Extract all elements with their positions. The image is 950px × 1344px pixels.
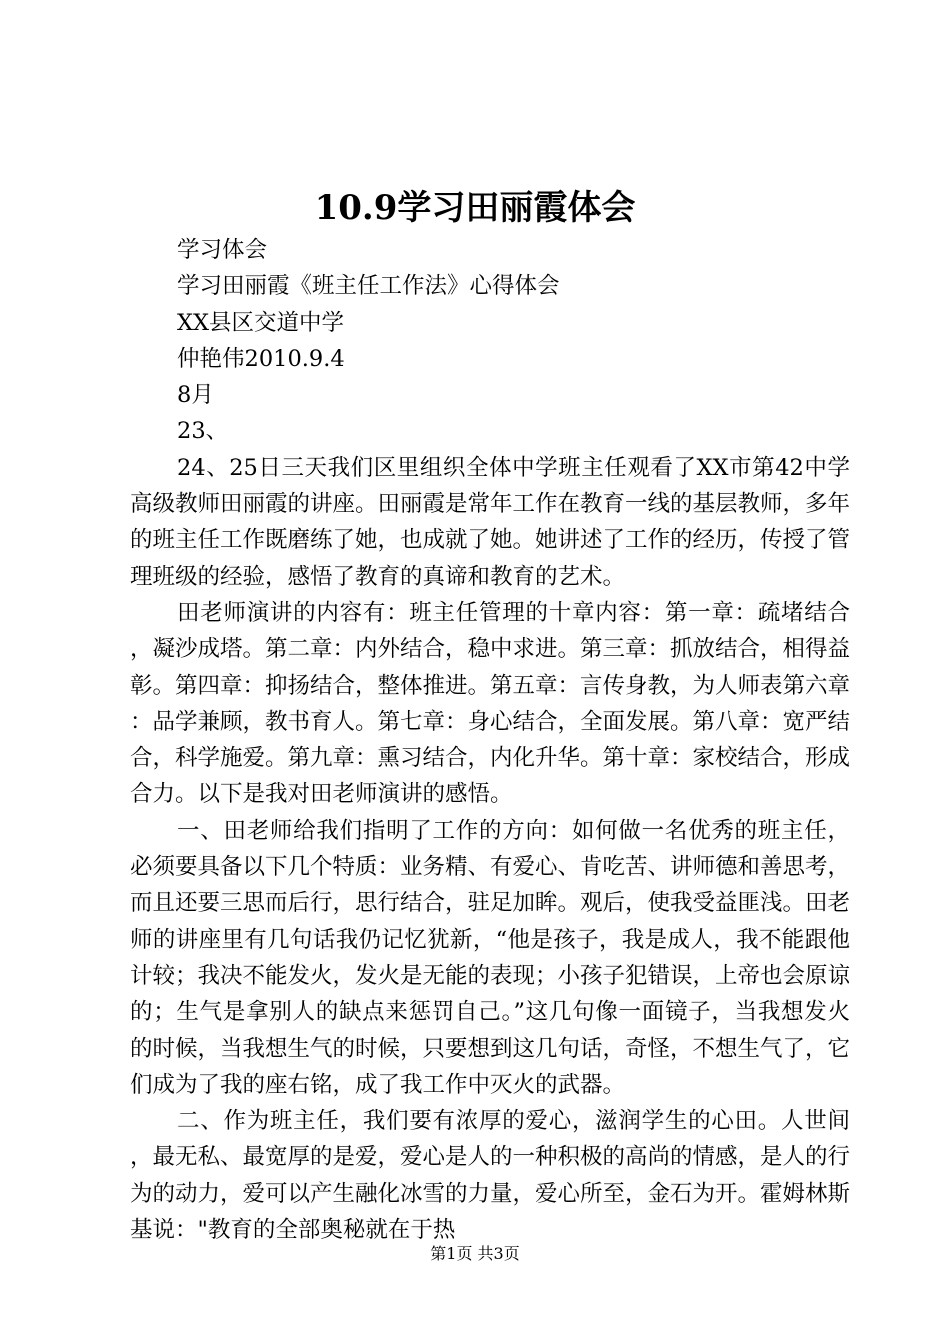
header-line: 学习体会: [177, 237, 268, 263]
header-line: 8月: [177, 382, 214, 409]
body-paragraph: 二、作为班主任，我们要有浓厚的爱心，滋润学生的心田。人世间，最无私、最宽厚的是爱，爱心是人的一种积极的高尚的情感，是人的行为的动力，爱可以产生融化冰雪的力量，爱心所至，金石为开。霍姆林斯基说："教育的全部奥秘就在于热: [130, 1108, 851, 1244]
body-paragraph: 田老师演讲的内容有：班主任管理的十章内容：第一章：疏堵结合，凝沙成塔。第二章：内外结合，稳中求进。第三章：抓放结合，相得益彰。第四章：抑扬结合，整体推进。第五章：言传身教，为人师表第六章：品学兼顾，教书育人。第七章：身心结合，全面发展。第八章：宽严结合，科学施爱。第九章：熏习结合，内化升华。第十章：家校结合，形成合力。以下是我对田老师演讲的感悟。: [130, 599, 851, 808]
header-line: 学习田丽霞《班主任工作法》心得体会: [177, 273, 560, 300]
header-line: 23、: [177, 418, 229, 445]
header-line: XX县区交道中学: [177, 309, 345, 336]
document-body: [130, 232, 850, 1248]
document-title: 10.9学习田丽霞体会: [314, 188, 636, 228]
body-paragraph: 一、田老师给我们指明了工作的方向：如何做一名优秀的班主任，必须要具备以下几个特质：业务精、有爱心、肯吃苦、讲师德和善思考，而且还要三思而后行，思行结合，驻足加眸。观后，使我受益匪浅。田老师的讲座里有几句话我仍记忆犹新，“他是孩子，我是成人，我不能跟他计较；我决不能发火，发火是无能的表现；小孩子犯错误，上帝也会原谅的；生气是拿别人的缺点来惩罚自己。”这几句像一面镜子，当我想发火的时候，当我想生气的时候，只要想到这几句话，奇怪，不想生气了，它们成为了我的座右铭，成了我工作中灭火的武器。: [130, 817, 851, 1098]
body-paragraph: 24、25日三天我们区里组织全体中学班主任观看了XX市第42中学高级教师田丽霞的讲座。田丽霞是常年工作在教育一线的基层教师，多年的班主任工作既磨练了她，也成就了她。她讲述了工作的经历，传授了管理班级的经验，感悟了教育的真谛和教育的艺术。: [130, 454, 851, 590]
page-footer: 第1页 共3页: [430, 1244, 520, 1263]
header-line: 仲艳伟2010.9.4: [177, 345, 345, 372]
